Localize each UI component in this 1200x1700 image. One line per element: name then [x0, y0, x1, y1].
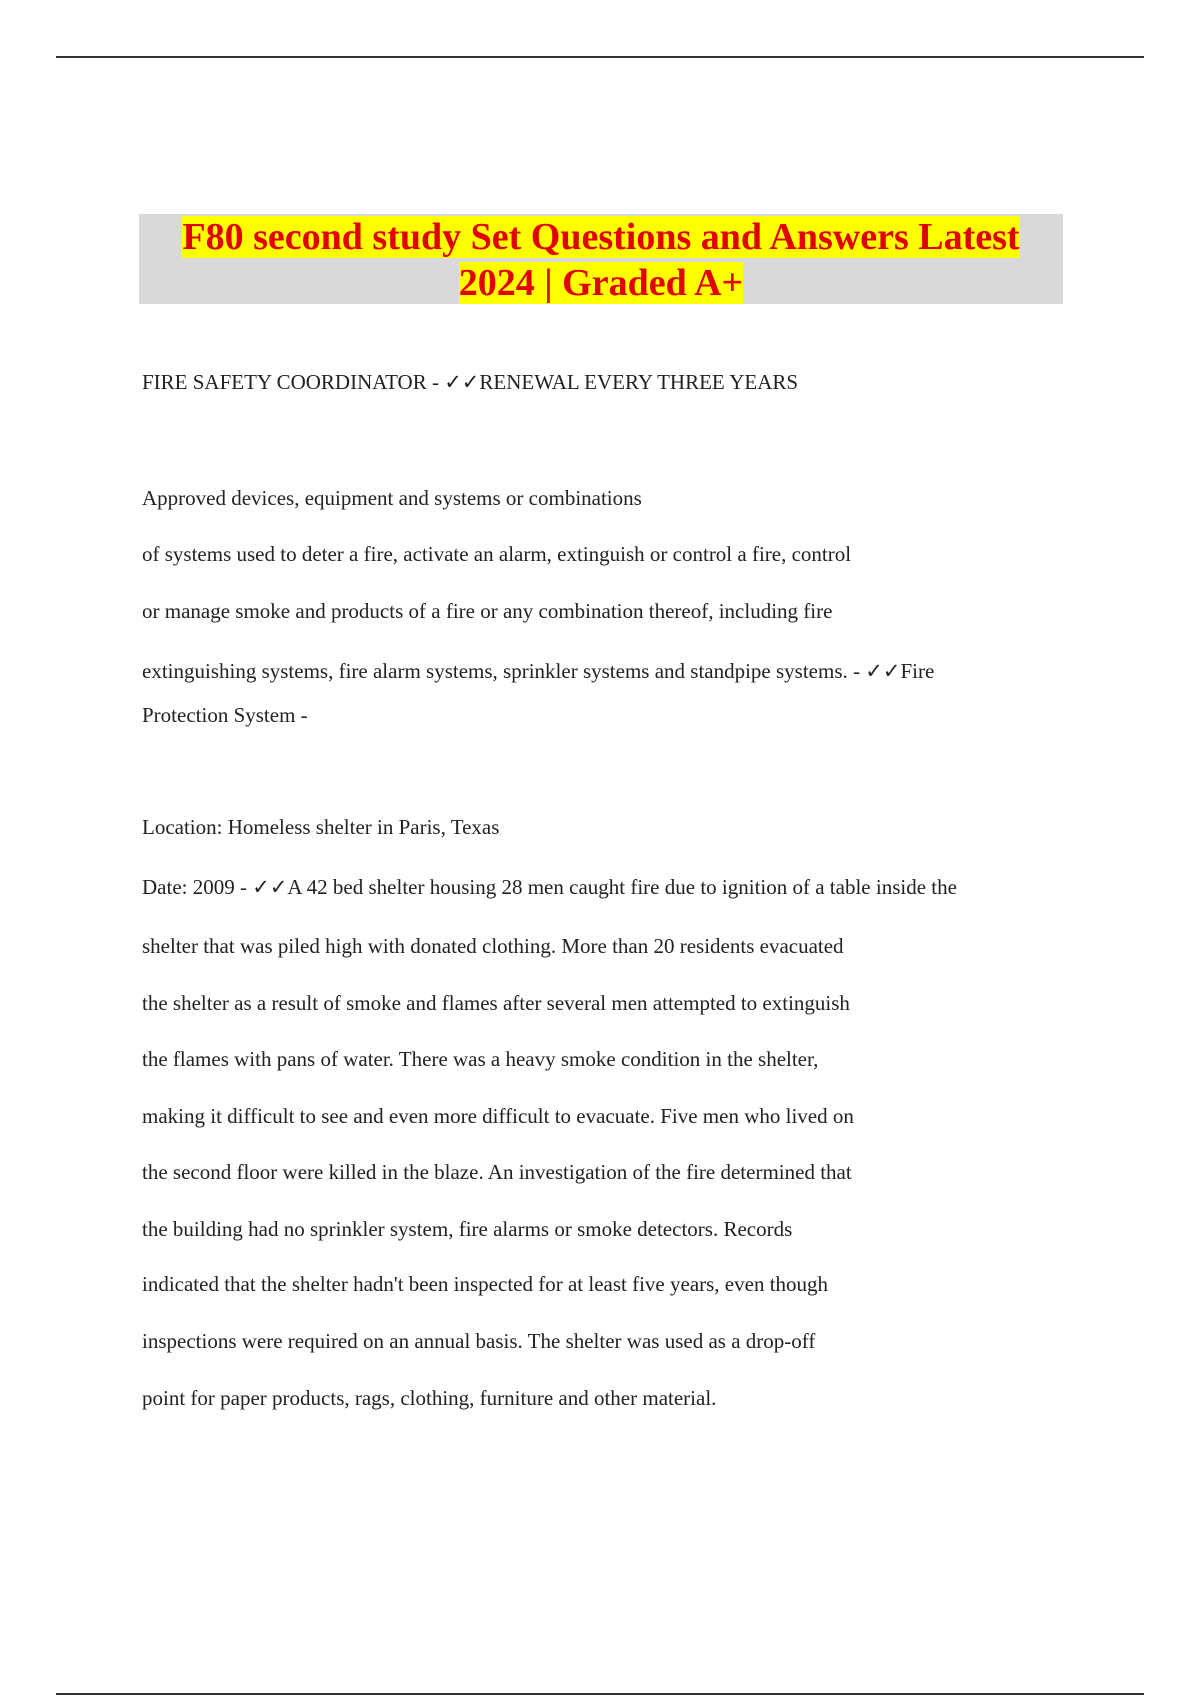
text-line: indicated that the shelter hadn't been inspected for at least five years, even though: [142, 1272, 829, 1296]
question-fire-safety-coordinator: FIRE SAFETY COORDINATOR - ✓✓RENEWAL EVERY THREE YEARS: [142, 370, 799, 394]
bottom-rule: [56, 1693, 1144, 1695]
document-title: [139, 214, 1063, 304]
text-line: point for paper products, rags, clothing, furniture and other material.: [142, 1386, 717, 1410]
text-line: making it difficult to see and even more difficult to evacuate. Five men who lived on: [142, 1104, 854, 1128]
text-line: Date: 2009 - ✓✓A 42 bed shelter housing 28 men caught fire due to ignition of a table inside the: [142, 875, 957, 899]
text-line: shelter that was piled high with donated clothing. More than 20 residents evacuated: [142, 934, 844, 958]
text-line: Protection System -: [142, 703, 308, 727]
text-line: inspections were required on an annual basis. The shelter was used as a drop-off: [142, 1329, 816, 1353]
text-line: the second floor were killed in the blaze. An investigation of the fire determined that: [142, 1160, 852, 1184]
top-rule: [56, 56, 1144, 58]
text-line: the shelter as a result of smoke and flames after several men attempted to extinguish: [142, 991, 850, 1015]
text-line: the building had no sprinkler system, fire alarms or smoke detectors. Records: [142, 1217, 793, 1241]
text-line: or manage smoke and products of a fire or any combination thereof, including fire: [142, 599, 833, 623]
text-line: extinguishing systems, fire alarm systems, sprinkler systems and standpipe systems. - ✓✓Fire: [142, 659, 935, 683]
text-line: the flames with pans of water. There was a heavy smoke condition in the shelter,: [142, 1047, 819, 1071]
text-line: Approved devices, equipment and systems or combinations: [142, 486, 642, 510]
text-line: Location: Homeless shelter in Paris, Texas: [142, 815, 500, 839]
text-line: of systems used to deter a fire, activate an alarm, extinguish or control a fire, control: [142, 542, 852, 566]
title-line-2: 2024 | Graded A+: [458, 262, 744, 304]
title-line-1: F80 second study Set Questions and Answers Latest: [182, 216, 1020, 258]
